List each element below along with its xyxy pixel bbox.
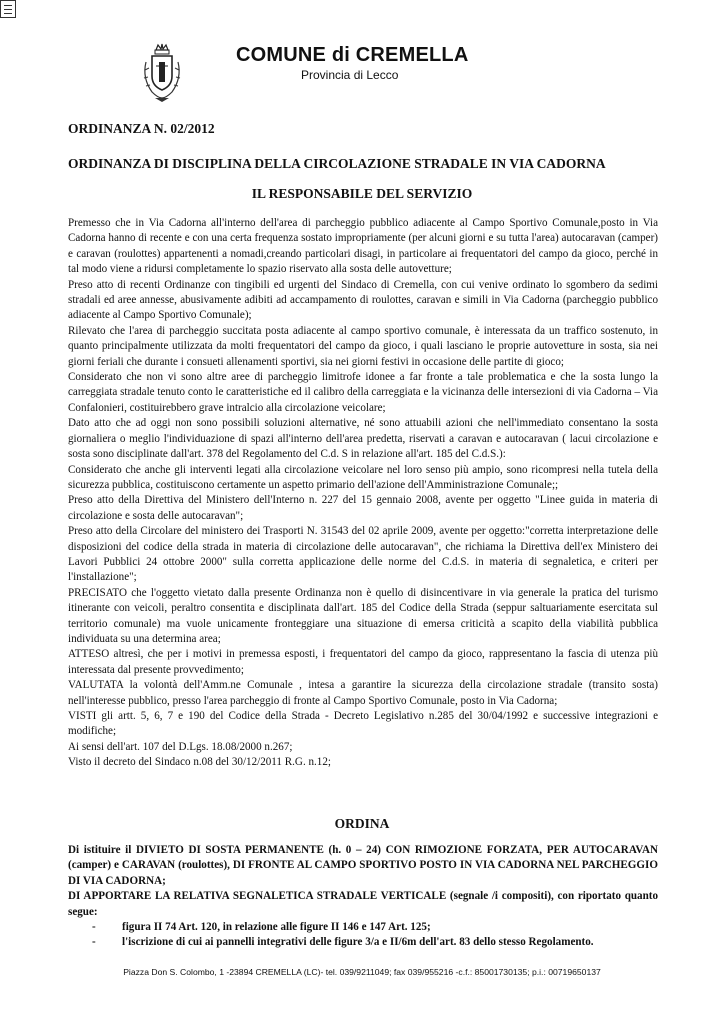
list-item: - l'iscrizione di cui ai pannelli integrativi delle figure 3/a e II/6m dell'art. 83 dello stesso Regolamento. bbox=[68, 935, 658, 950]
paragraph: PRECISATO che l'oggetto vietato dalla presente Ordinanza non è quello di disincentivare in via generale la pratica del turismo itinerante con veicoli, peraltro consentita e disciplinata dall'art. 185 del Codice della Strada (seppur saltuariamente esercitata sul territorio comunale) ma vuole unicamente fronteggiare una situazione di emersa criticità a scapito della viabilità pubblica individuata su una determina area; bbox=[68, 586, 658, 645]
coat-of-arms-icon bbox=[140, 42, 184, 106]
decree-section bbox=[68, 843, 658, 951]
paragraph: ATTESO altresì, che per i motivi in premessa esposti, i frequentatori del campo da gioco, rappresentano la fascia di utenza più interessata dal presente provvedimento; bbox=[68, 648, 658, 676]
paragraph: Ai sensi dell'art. 107 del D.Lgs. 18.08/2000 n.267; bbox=[68, 740, 293, 753]
decree-paragraph: DI APPORTARE LA RELATIVA SEGNALETICA STRADALE VERTICALE (segnale /i compositi), con riportato quanto segue: bbox=[68, 890, 658, 918]
paragraph: Considerato che non vi sono altre aree di parcheggio limitrofe idonee a far fronte a tale problematica e che la sosta lungo la carreggiata stradale tenuto conto le caratteristiche ed il calibro della carreggiata e la vicinanza delle intersezioni di via Cadorna – Via Confalonieri, costituirebbero grave intralcio alla circolazione veicolare; bbox=[68, 371, 658, 414]
paragraph: VISTI gli artt. 5, 6, 7 e 190 del Codice della Strada - Decreto Legislativo n.285 del 30/04/1992 e successive integrazioni e modifiche; bbox=[68, 710, 658, 738]
decree-list bbox=[68, 920, 658, 951]
responsible-heading: IL RESPONSABILE DEL SERVIZIO bbox=[251, 186, 473, 201]
ordinance-number: ORDINANZA N. 02/2012 bbox=[68, 121, 215, 136]
paragraph: VALUTATA la volontà dell'Amm.ne Comunale , intesa a garantire la sicurezza della circolazione stradale (transito sosta) nell'interesse pubblico, presso l'area parcheggio di fronte al Campo Sportivo Comunale, posto in Via Cadorna; bbox=[68, 679, 658, 707]
ordinance-title: ORDINANZA DI DISCIPLINA DELLA CIRCOLAZIONE STRADALE IN VIA CADORNA bbox=[68, 156, 606, 171]
ordina-heading: ORDINA bbox=[334, 816, 390, 831]
paragraph: Visto il decreto del Sindaco n.08 del 30/12/2011 R.G. n.12; bbox=[68, 756, 331, 769]
province-label: Provincia di Lecco bbox=[301, 68, 399, 82]
paragraph: Dato atto che ad oggi non sono possibili soluzioni alternative, né sono attuabili azioni che nell'immediato consentano la sosta giornaliera o meglio l'individuazione di spazi all'interno dell'area predetta, riservati a caravan e autocaravan ( lacui circolazione e sosta sono disciplinate dall'art. 378 del Regolamento del C.d. S in relazione all'art. 185 del C.d.S.): bbox=[68, 417, 658, 461]
paragraph: Rilevato che l'area di parcheggio succitata posta adiacente al campo sportivo comunale, è interessata da un traffico sostenuto, in quanto principalmente utilizzata da molti frequentatori del campo da gioco, i quali lasciano le proprie autovetture in sosta, sia nei giorni feriali che durante i consueti allenamenti sportivi, sia nei giorni festivi in occasione delle partite di gioco; bbox=[68, 324, 658, 368]
paragraph: Preso atto della Direttiva del Ministero dell'Interno n. 227 del 15 gennaio 2008, avente per oggetto "Linee guida in materia di circolazione e sosta delle autocaravan"; bbox=[68, 494, 658, 522]
paragraph: Premesso che in Via Cadorna all'interno dell'area di parcheggio pubblico adiacente al Campo Sportivo Comunale,posto in Via Cadorna hanno di recente e con una certa frequenza sostato impropriamente (per alcuni giorni e su tutta l'area) autocaravan (camper) e caravan (roulottes) appartenenti a nomadi,creando particolari disagi, in particolare ai frequentatori del campo da gioco, perché in tal modo viene a ridursi completamente lo spazio riservato alla sosta delle autovetture; bbox=[68, 217, 658, 276]
paragraph: Considerato che anche gli interventi legati alla circolazione veicolare nel loro senso più ampio, sono ricompresi nella tutela della sicurezza pubblica, costituiscono certamente un aspetto primario dell'azione dell'Amministrazione Comunale;; bbox=[68, 463, 658, 491]
municipality-title: COMUNE di CREMELLA bbox=[236, 44, 469, 66]
menu-icon[interactable] bbox=[0, 0, 16, 18]
footer-address: Piazza Don S. Colombo, 1 -23894 CREMELLA (LC)- tel. 039/9211049; fax 039/955216 -c.f.: 85001730135; p.i.: 00719650137 bbox=[123, 967, 601, 977]
list-item: - figura II 74 Art. 120, in relazione alle figure II 146 e 147 Art. 125; bbox=[68, 920, 658, 935]
paragraph: Preso atto di recenti Ordinanze con tingibili ed urgenti del Sindaco di Cremella, con cui venive ordinato lo sgombero da sedimi stradali ed aree annesse, abusivamente adibiti ad accampamento di roulottes, caravan e simili in Via Cadorna (parcheggio pubblico adiacente al Campo Sportivo Comunale); bbox=[68, 278, 658, 322]
preamble bbox=[68, 216, 658, 771]
paragraph: Preso atto della Circolare del ministero dei Trasporti N. 31543 del 02 aprile 2009, avente per oggetto:"corretta interpretazione delle disposizioni del codice della strada in materia di circolazione delle autocaravan", che richiama la Direttiva dell'ex Ministero dei Lavori Pubblici 24 ottobre 2000" sulla corretta applicazione delle norme del C.d.S. in materia di segnaletica, e criteri per l'installazione"; bbox=[68, 525, 658, 584]
decree-paragraph: Di istituire il DIVIETO DI SOSTA PERMANENTE (h. 0 – 24) CON RIMOZIONE FORZATA, PER AUTOCARAVAN (camper) e CARAVAN (roulottes), DI FRONTE AL CAMPO SPORTIVO POSTO IN VIA CADORNA NEL PARCHEGGIO DI VIA CADORNA; bbox=[68, 844, 658, 887]
